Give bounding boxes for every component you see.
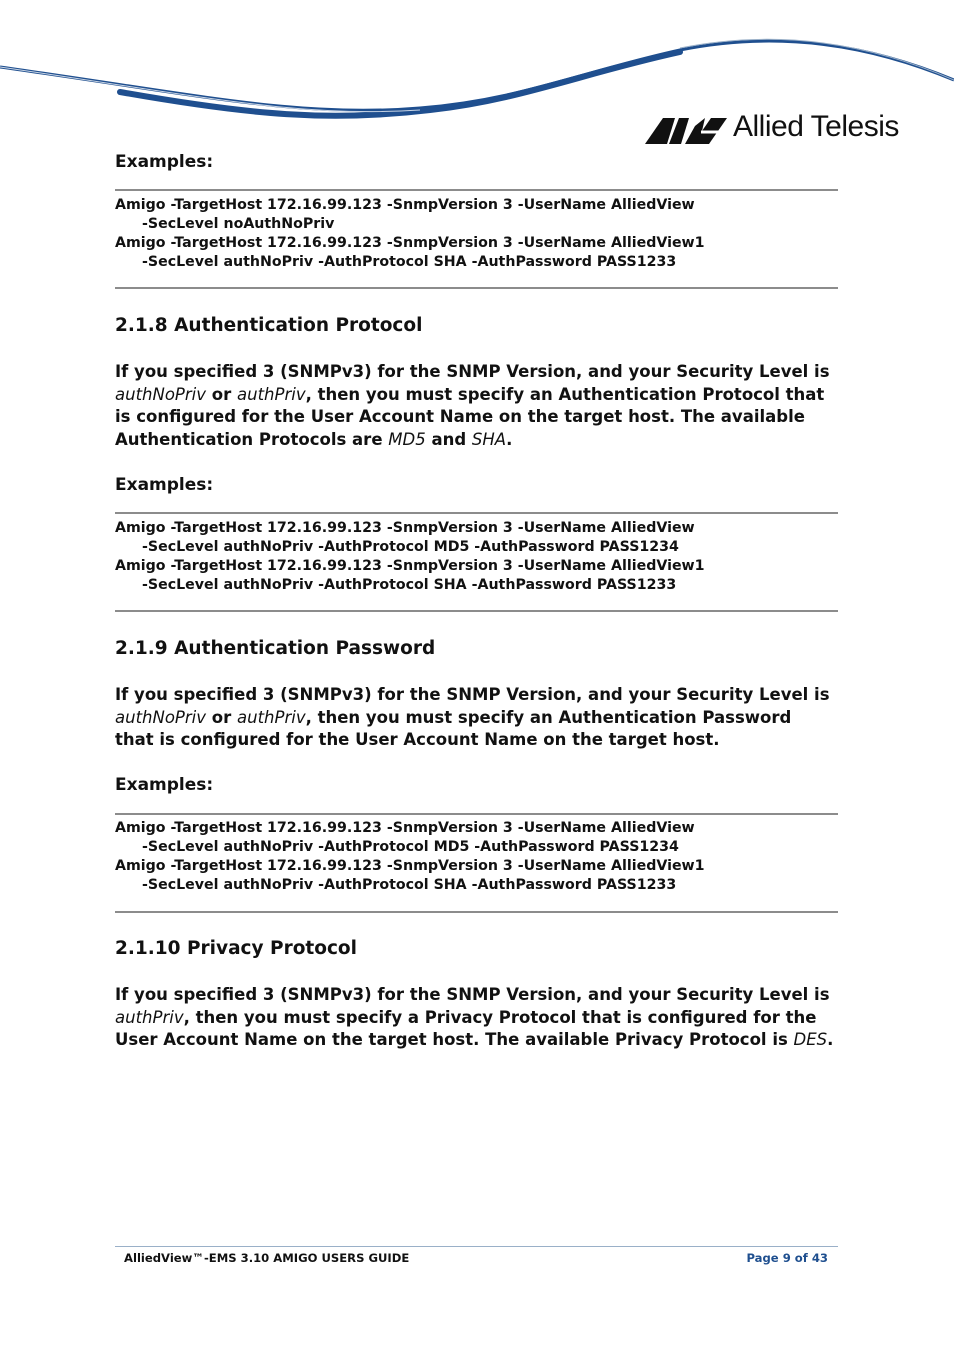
code-line: Amigo -TargetHost 172.16.99.123 -SnmpVersion 3 -UserName AlliedView	[115, 197, 695, 213]
divider	[115, 512, 838, 514]
examples-label: Examples:	[115, 475, 214, 495]
code-line: Amigo -TargetHost 172.16.99.123 -SnmpVersion 3 -UserName AlliedView1	[115, 235, 705, 251]
paragraph: If you specified 3 (SNMPv3) for the SNMP Version, and your Security Level is authNoPriv or authPriv, then you must specify an Authentication Password that is configured for the User Account Name on the target host.	[115, 685, 830, 750]
divider	[115, 189, 838, 191]
code-block	[115, 819, 838, 895]
code-block	[115, 519, 838, 595]
code-line: -SecLevel authNoPriv -AuthProtocol SHA -AuthPassword PASS1233	[142, 254, 677, 270]
paragraph: If you specified 3 (SNMPv3) for the SNMP Version, and your Security Level is authNoPriv or authPriv, then you must specify an Authentication Protocol that is configured for the User Account Name on the target host. The available Authentication Protocols are MD5 and SHA.	[115, 362, 830, 450]
code-block	[115, 196, 838, 272]
footer-divider	[115, 1246, 838, 1247]
footer-doc-title: AlliedView™-EMS 3.10 AMIGO USERS GUIDE	[124, 1251, 410, 1265]
divider	[115, 287, 838, 289]
footer-page-number: Page 9 of 43	[746, 1251, 828, 1265]
company-logo	[645, 108, 905, 148]
code-line: Amigo -TargetHost 172.16.99.123 -SnmpVersion 3 -UserName AlliedView1	[115, 558, 705, 574]
section-title: 2.1.8 Authentication Protocol	[115, 315, 423, 336]
examples-label: Examples:	[115, 775, 214, 795]
examples-label: Examples:	[115, 152, 214, 172]
divider	[115, 813, 838, 815]
allied-telesis-mark-icon	[645, 114, 729, 144]
divider	[115, 911, 838, 913]
code-line: -SecLevel authNoPriv -AuthProtocol MD5 -AuthPassword PASS1234	[142, 539, 679, 555]
section-title: 2.1.10 Privacy Protocol	[115, 938, 357, 959]
code-line: -SecLevel authNoPriv -AuthProtocol SHA -AuthPassword PASS1233	[142, 577, 677, 593]
logo-text: Allied Telesis	[733, 110, 899, 143]
code-line: Amigo -TargetHost 172.16.99.123 -SnmpVersion 3 -UserName AlliedView1	[115, 858, 705, 874]
paragraph: If you specified 3 (SNMPv3) for the SNMP Version, and your Security Level is authPriv, then you must specify a Privacy Protocol that is configured for the User Account Name on the target host. The available Privacy Protocol is DES.	[115, 985, 834, 1050]
code-line: -SecLevel noAuthNoPriv	[142, 216, 335, 232]
code-line: -SecLevel authNoPriv -AuthProtocol SHA -AuthPassword PASS1233	[142, 877, 677, 893]
code-line: -SecLevel authNoPriv -AuthProtocol MD5 -AuthPassword PASS1234	[142, 839, 679, 855]
divider	[115, 610, 838, 612]
section-title: 2.1.9 Authentication Password	[115, 638, 436, 659]
code-line: Amigo -TargetHost 172.16.99.123 -SnmpVersion 3 -UserName AlliedView	[115, 520, 695, 536]
code-line: Amigo -TargetHost 172.16.99.123 -SnmpVersion 3 -UserName AlliedView	[115, 820, 695, 836]
